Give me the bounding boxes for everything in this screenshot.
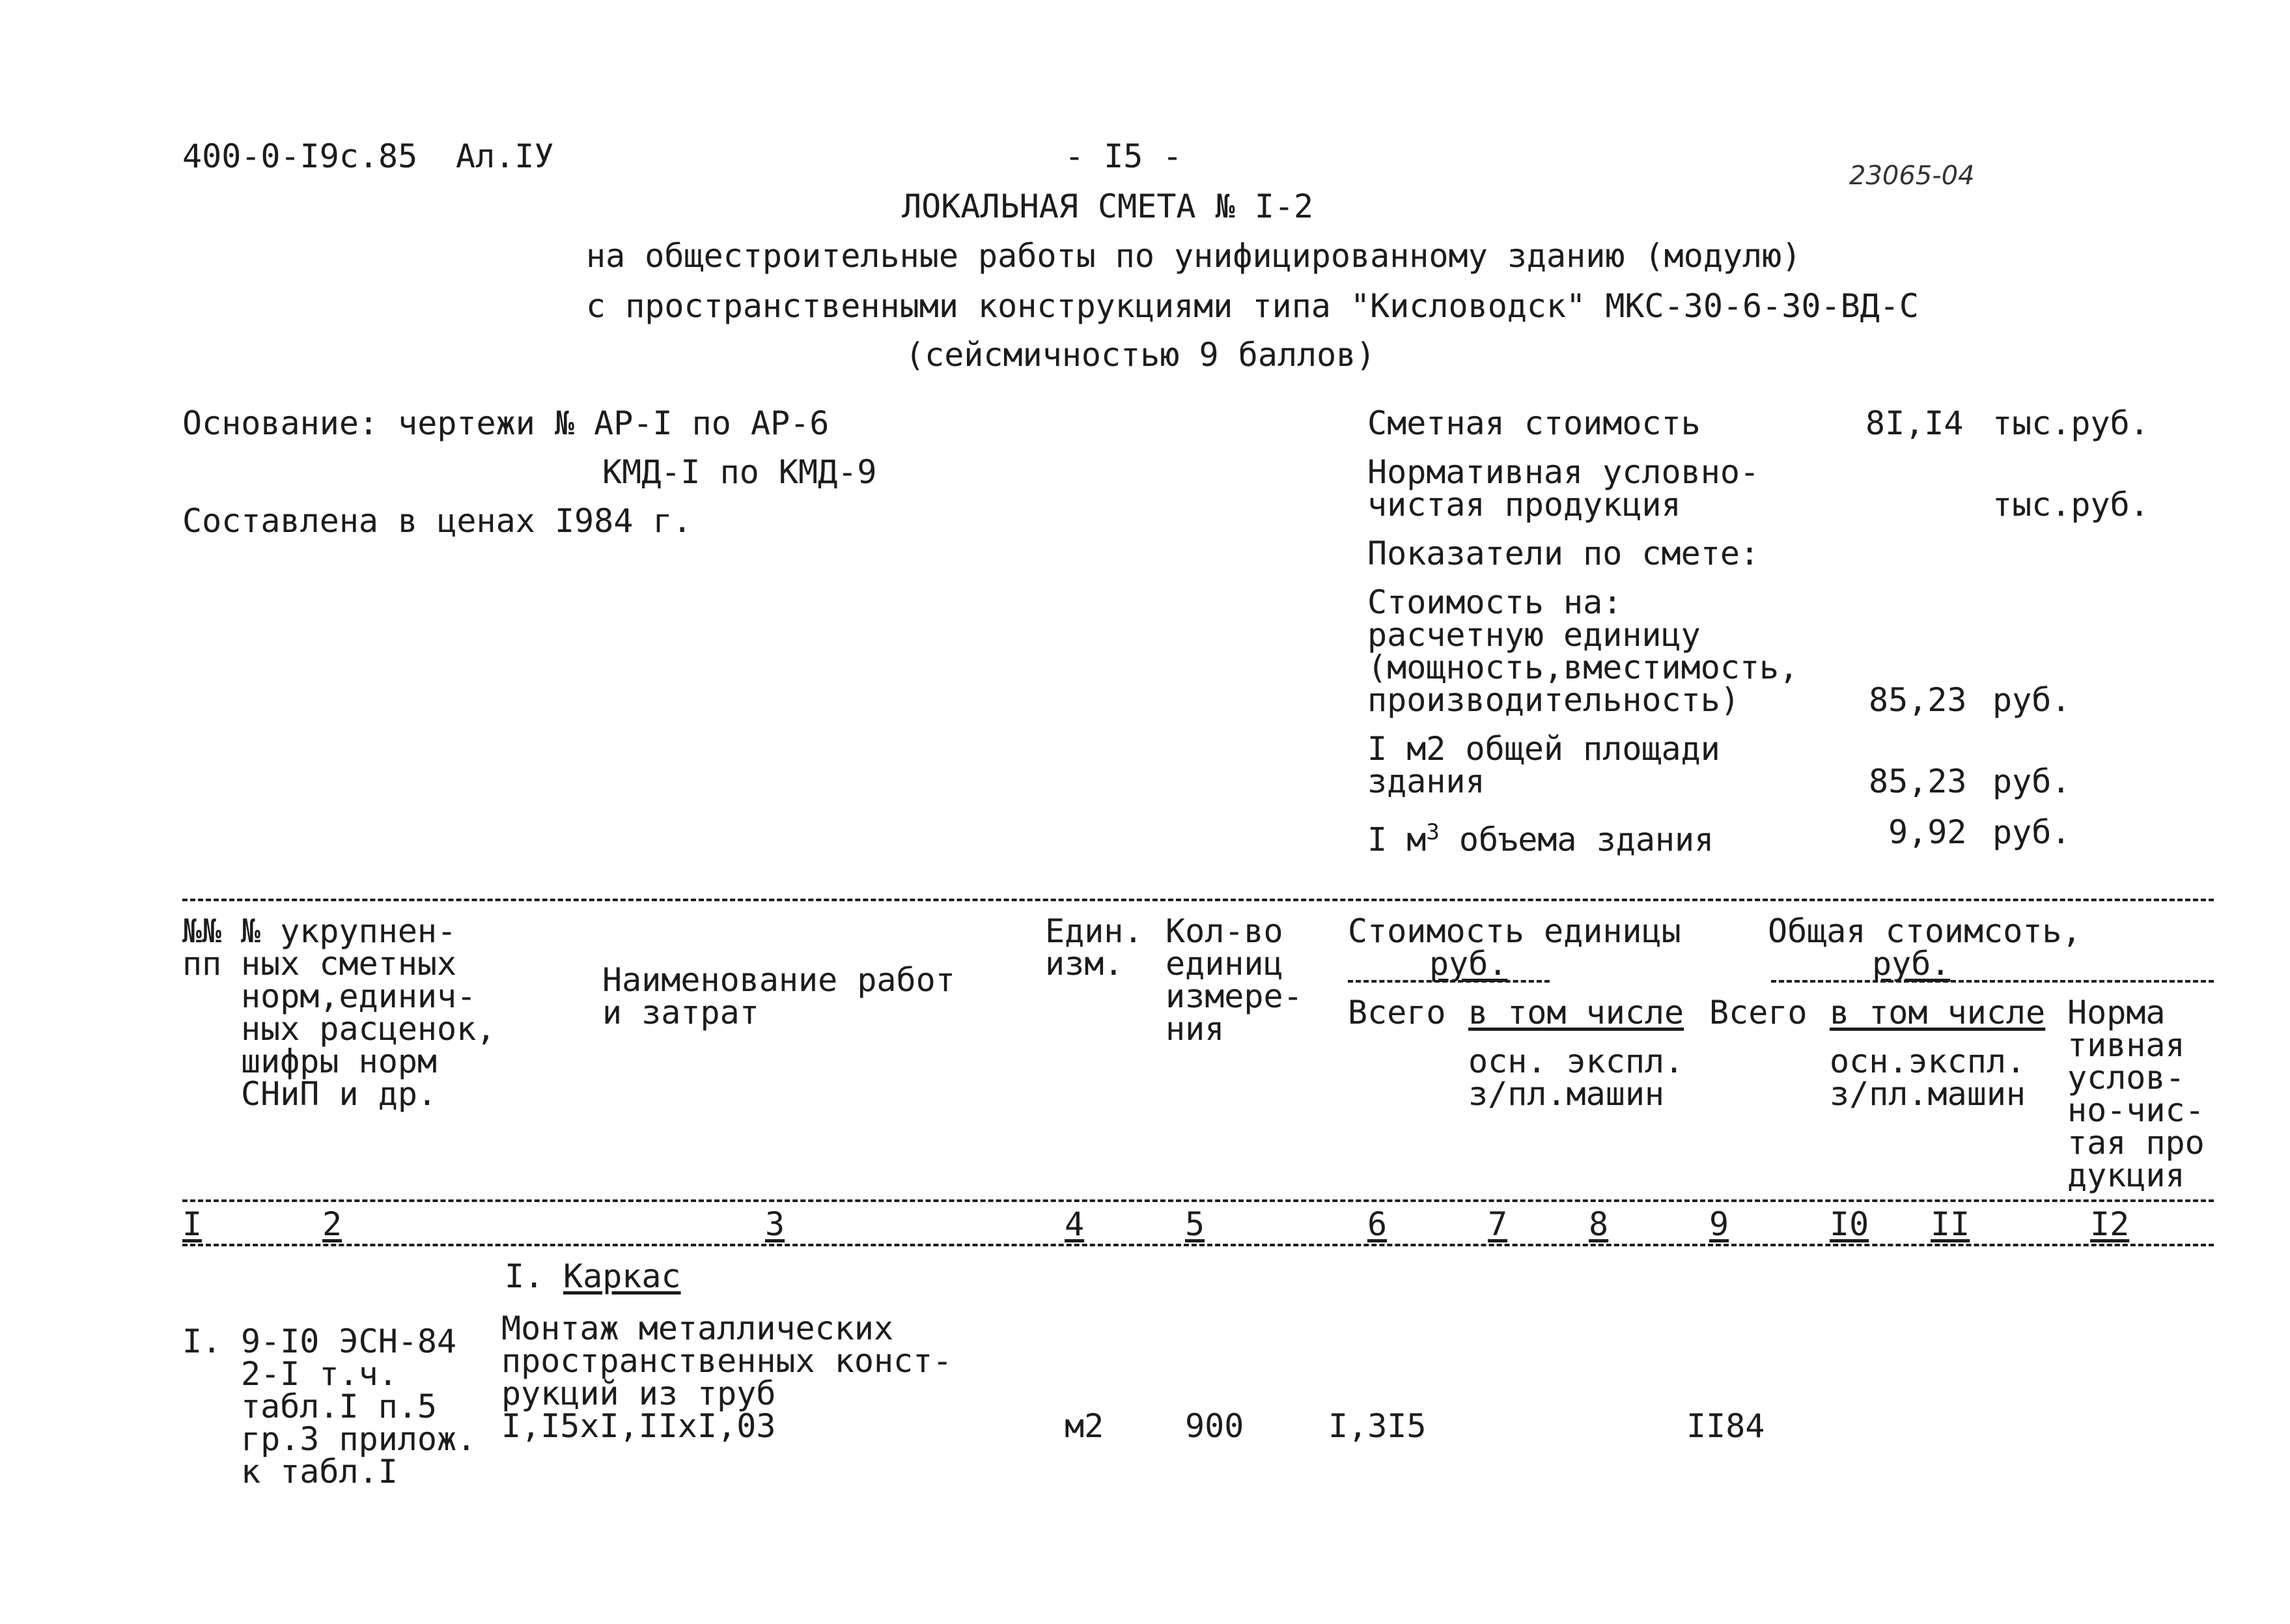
handwritten-stamp: 23065-04 — [1849, 161, 1975, 191]
row-code: 9-I0 ЭСН-84 2-I т.ч. табл.I п.5 гр.3 прилож. к табл.I — [241, 1323, 477, 1491]
col-number-7: 7 — [1488, 1205, 1508, 1243]
area-value: 85,23 — [1869, 763, 1967, 800]
prices-year: Составлена в ценах I984 г. — [182, 502, 692, 540]
col-header-total-cost-rub: руб. — [1872, 945, 1951, 983]
doc-subtitle-3: (сейсмичностью 9 баллов) — [905, 336, 1376, 374]
row-unit-total: I,3I5 — [1328, 1407, 1427, 1445]
col-header-unit-cost-rub: руб. — [1429, 945, 1508, 983]
row-unit: м2 — [1065, 1407, 1104, 1445]
col-header-num: №№ пп — [182, 912, 222, 983]
unit-label-2: (мощность,вместимость, — [1367, 649, 1799, 686]
cost-per-label: Стоимость на: — [1367, 583, 1623, 621]
header-sub-rule-1 — [1348, 980, 1550, 983]
page-number: - I5 - — [1065, 137, 1182, 175]
col-header-code: № укрупнен- ных сметных норм,единич- ных расценок, шифры норм СНиП и др. — [241, 912, 496, 1113]
row-qty: 900 — [1185, 1407, 1244, 1445]
volume-label-rest: объема здания — [1439, 820, 1714, 859]
col-header-qty: Кол-во единиц измере- ния — [1166, 912, 1303, 1048]
col-header-all: Всего — [1348, 994, 1446, 1031]
cost-value: 8I,I4 — [1865, 404, 1964, 442]
col-number-10: I0 — [1830, 1205, 1869, 1243]
col-number-1: I — [182, 1205, 202, 1243]
col-number-6: 6 — [1367, 1205, 1388, 1243]
basis-label: Основание: чертежи № АР-I по АР-6 — [182, 404, 830, 442]
section-title: Каркас — [563, 1257, 681, 1295]
unit-label-1: расчетную единицу — [1367, 616, 1701, 654]
cost-unit: тыс.руб. — [1992, 404, 2149, 442]
indicators-label: Показатели по смете: — [1367, 535, 1760, 572]
col-number-2: 2 — [322, 1205, 342, 1243]
row-name: Монтаж металлических пространственных конст- рукций из труб I,I5хI,IIхI,03 — [501, 1309, 953, 1445]
col-header-name: Наименование работ и затрат — [602, 961, 955, 1031]
norm-unit: тыс.руб. — [1992, 486, 2149, 524]
volume-label — [1367, 816, 1714, 859]
col-header-unit-cost: Стоимость единицы — [1348, 912, 1681, 950]
norm-label-1: Нормативная условно- — [1367, 453, 1760, 491]
col-number-11: II — [1931, 1205, 1970, 1243]
row-total: II84 — [1686, 1407, 1765, 1445]
volume-unit: руб. — [1992, 813, 2071, 851]
col-number-4: 4 — [1065, 1205, 1085, 1243]
norm-label-2: чистая продукция — [1367, 486, 1681, 524]
doc-subtitle-1: на общестроительные работы по унифицированному зданию (модулю) — [586, 237, 1802, 275]
col-numbers-rule — [182, 1244, 2214, 1246]
unit-value: 85,23 — [1869, 681, 1967, 719]
cost-label: Сметная стоимость — [1367, 404, 1701, 442]
area-label-1: I м2 общей площади — [1367, 730, 1720, 768]
doc-title: ЛОКАЛЬНАЯ СМЕТА № I-2 — [902, 188, 1314, 225]
album-number: Ал.IУ — [456, 137, 554, 175]
col-number-5: 5 — [1185, 1205, 1205, 1243]
row-num: I. — [182, 1323, 222, 1360]
area-label-2: здания — [1367, 763, 1485, 800]
area-unit: руб. — [1992, 763, 2071, 800]
volume-label-text: I м — [1367, 820, 1427, 859]
table-top-rule — [182, 899, 2214, 901]
col-header-all-2: Всего — [1709, 994, 1808, 1031]
col-header-sub-unit: осн. экспл. з/пл.машин — [1468, 1043, 1684, 1113]
col-number-9: 9 — [1709, 1205, 1729, 1243]
col-header-incl: в том числе — [1468, 994, 1684, 1031]
volume-label-sup: 3 — [1426, 819, 1440, 845]
col-header-incl-2: в том числе — [1830, 994, 2046, 1031]
col-header-norm: Норма тивная услов- но-чис- тая про дукция — [2067, 994, 2205, 1194]
col-header-total-cost: Общая стоимсоть, — [1768, 912, 2082, 950]
doc-subtitle-2: с пространственными конструкциями типа "Кисловодск" МКС-30-6-30-ВД-С — [586, 287, 1919, 325]
col-number-12: I2 — [2090, 1205, 2130, 1243]
col-header-unit: Един. изм. — [1045, 912, 1143, 983]
unit-unit: руб. — [1992, 681, 2071, 719]
header-sub-rule-2 — [1771, 980, 2214, 983]
document-code: 400-0-I9c.85 — [182, 137, 418, 175]
col-number-8: 8 — [1589, 1205, 1609, 1243]
unit-label-3: производительность) — [1367, 681, 1740, 719]
section-number: I. — [505, 1257, 544, 1295]
basis-line-2: КМД-I по КМД-9 — [602, 453, 877, 491]
volume-value: 9,92 — [1888, 813, 1967, 851]
col-header-sub-total: осн.экспл. з/пл.машин — [1830, 1043, 2026, 1113]
col-number-3: 3 — [765, 1205, 785, 1243]
header-bottom-rule — [182, 1199, 2214, 1202]
